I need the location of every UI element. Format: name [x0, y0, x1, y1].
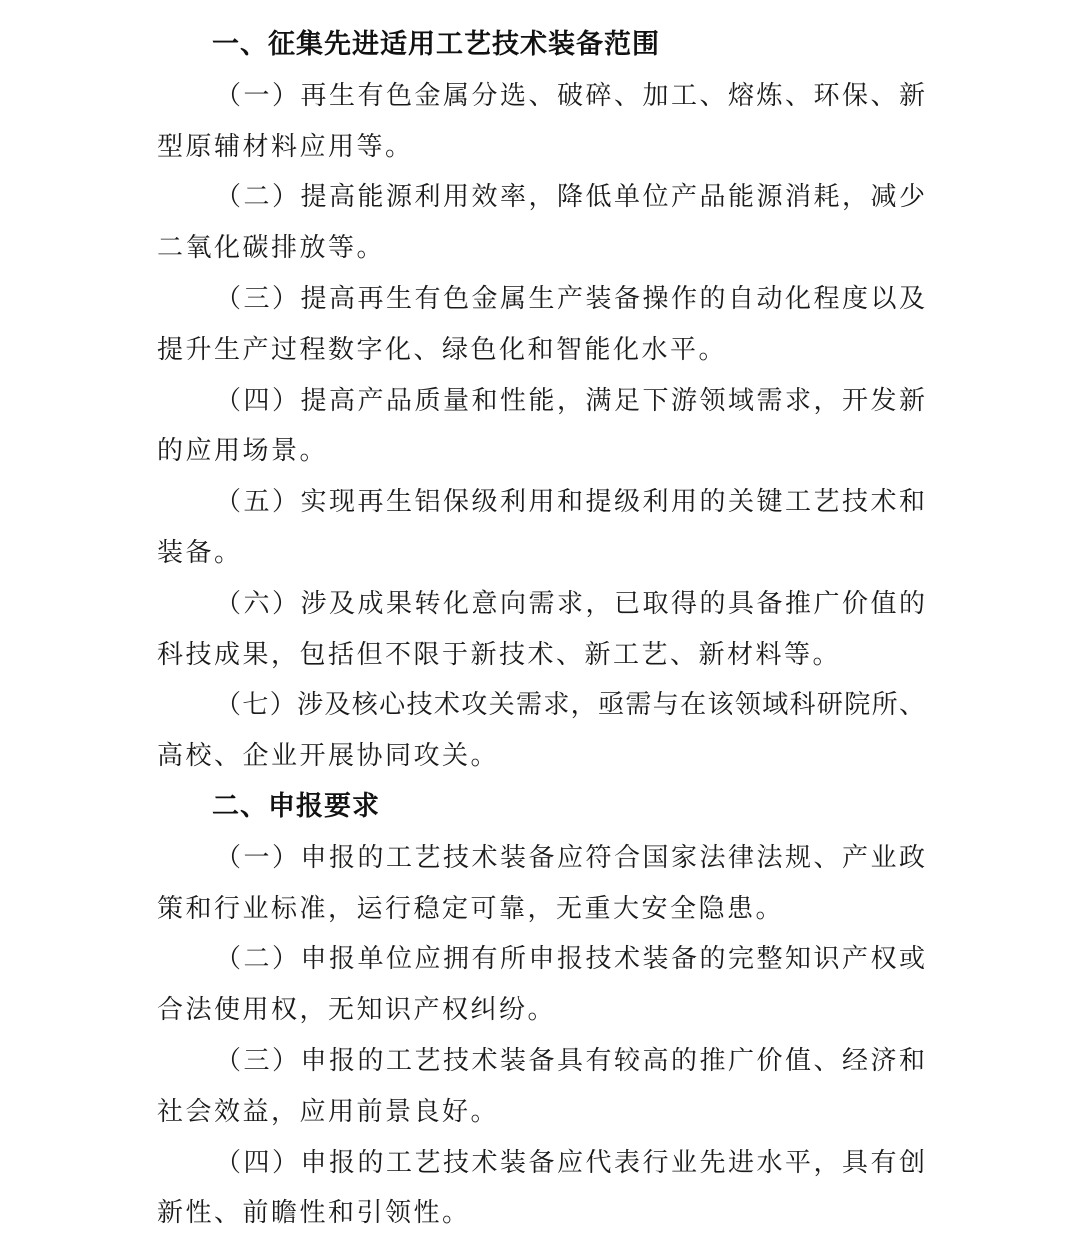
paragraph-line: 的应用场景。 — [157, 436, 329, 467]
section-heading: 二、申报要求 — [212, 790, 380, 822]
paragraph-line: 高校、企业开展协同攻关。 — [157, 741, 500, 772]
paragraph-line: （五）实现再生铝保级利用和提级利用的关键工艺技术和 — [215, 487, 925, 518]
paragraph-line: 型原辅材料应用等。 — [157, 131, 414, 162]
paragraph-line: 策和行业标准，运行稳定可靠，无重大安全隐患。 — [157, 893, 785, 924]
section-heading: 一、征集先进适用工艺技术装备范围 — [212, 29, 660, 60]
paragraph-line: 社会效益，应用前景良好。 — [157, 1096, 500, 1127]
document-body — [157, 20, 925, 1239]
paragraph-line: （三）提高再生有色金属生产装备操作的自动化程度以及 — [215, 283, 925, 314]
paragraph-line: 提升生产过程数字化、绿色化和智能化水平。 — [157, 334, 728, 365]
paragraph-line: （一）再生有色金属分选、破碎、加工、熔炼、环保、新 — [215, 80, 925, 111]
paragraph-line: 科技成果，包括但不限于新技术、新工艺、新材料等。 — [157, 639, 842, 670]
paragraph-line: （四）提高产品质量和性能，满足下游领域需求，开发新 — [215, 385, 925, 416]
paragraph-line: （四）申报的工艺技术装备应代表行业先进水平，具有创 — [215, 1147, 925, 1178]
paragraph-line: 新性、前瞻性和引领性。 — [157, 1198, 471, 1229]
paragraph-line: （一）申报的工艺技术装备应符合国家法律法规、产业政 — [215, 842, 925, 873]
paragraph-line: （七）涉及核心技术攻关需求，亟需与在该领域科研院所、 — [215, 690, 925, 721]
paragraph-line: （六）涉及成果转化意向需求，已取得的具备推广价值的 — [215, 588, 925, 619]
paragraph-line: （二）提高能源利用效率，降低单位产品能源消耗，减少 — [215, 182, 925, 213]
paragraph-line: （三）申报的工艺技术装备具有较高的推广价值、经济和 — [215, 1045, 925, 1076]
paragraph-line: 二氧化碳排放等。 — [157, 233, 386, 264]
paragraph-line: 装备。 — [157, 537, 243, 568]
paragraph-line: 合法使用权，无知识产权纠纷。 — [157, 995, 557, 1026]
paragraph-line: （二）申报单位应拥有所申报技术装备的完整知识产权或 — [215, 944, 925, 975]
